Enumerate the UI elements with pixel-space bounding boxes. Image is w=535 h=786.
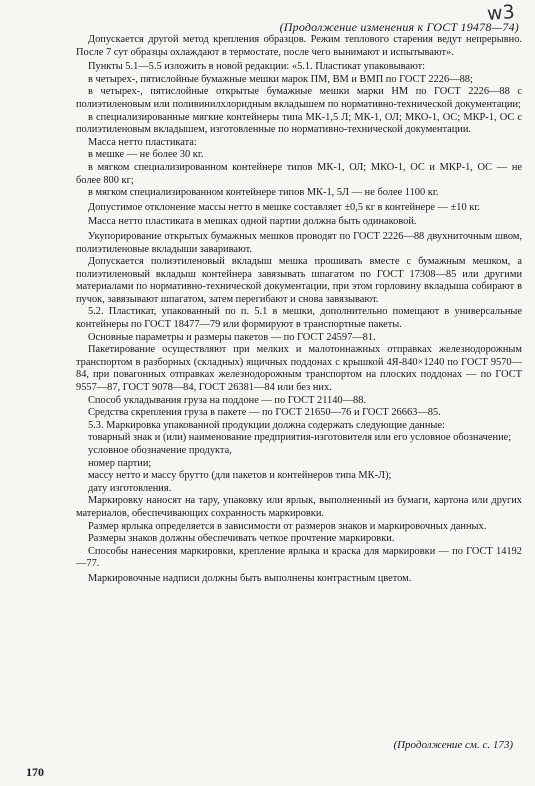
paragraph: Укупорирование открытых бумажных мешков проводят по ГОСТ 2226—88 двухниточным швом, полиэтиленовые вкладыши заваривают.	[76, 230, 522, 255]
paragraph: 5.2. Пластикат, упакованный по п. 5.1 в мешки, дополнительно помещают в универсальные контейнеры по ГОСТ 18477—79 или формируют в транспортные пакеты.	[76, 306, 522, 331]
page-number: 170	[26, 765, 44, 779]
paragraph: Пункты 5.1—5.5 изложить в новой редакции: «5.1. Пластикат упаковывают:	[88, 61, 426, 73]
paragraph: Масса нетто пластиката:	[88, 136, 197, 148]
paragraph: Способы нанесения маркировки, крепление ярлыка и краска для маркировки — по ГОСТ 14192—77.	[76, 545, 522, 570]
paragraph: Способ укладывания груза на поддоне — по ГОСТ 21140—88.	[88, 394, 366, 406]
paragraph: дату изготовления.	[88, 482, 172, 494]
paragraph: Допустимое отклонение массы нетто в мешке составляет ±0,5 кг в контейнере — ±10 кг.	[88, 201, 481, 213]
paragraph: 5.3. Маркировка упакованной продукции должна содержать следующие данные:	[88, 419, 445, 431]
paragraph: условное обозначение продукта,	[88, 445, 232, 456]
paragraph: в четырех-, пятислойные бумажные мешки марок ПМ, ВМ и ВМП по ГОСТ 2226—88;	[88, 73, 473, 85]
paragraph: Основные параметры и размеры пакетов — по ГОСТ 24597—81.	[88, 331, 376, 343]
paragraph: в мешке — не более 30 кг.	[88, 149, 204, 161]
paragraph: Пакетирование осуществляют при мелких и малотоннажных отправках железнодорожным транспортом в разборных (складных) ящичных поддонах с крышкой 4Я-840×1240 по ГОСТ 9570—84, при повагонных отправках железнодорожным транспортом на плоских поддонах — по ГОСТ 9557—87, ГОСТ 9078—84, ГОСТ 26381—84 или без них.	[76, 344, 522, 394]
paragraph: Средства скрепления груза в пакете — по ГОСТ 21650—76 и ГОСТ 26663—85.	[88, 407, 441, 419]
paragraph: Размер ярлыка определяется в зависимости от размеров знаков и маркировочных данных.	[88, 520, 487, 532]
document-body	[76, 34, 522, 586]
paragraph: в мягком специализированном контейнере типов МК-1, ОЛ; МКО-1, ОС и МКР-1, ОС — не более 800 кг;	[76, 161, 522, 186]
paragraph: Маркировочные надписи должны быть выполнены контрастным цветом.	[88, 572, 412, 584]
paragraph: Масса нетто пластиката в мешках одной партии должна быть одинаковой.	[88, 216, 417, 228]
handwritten-note: w3	[486, 1, 516, 25]
continuation-footer: (Продолжение см. с. 173)	[393, 739, 513, 751]
paragraph: Размеры знаков должны обеспечивать четкое прочтение маркировки.	[88, 533, 395, 545]
paragraph: Допускается полиэтиленовый вкладыш мешка прошивать вместе с бумажным мешком, а полиэтиленовый вкладыш контейнера завязывать шпагатом по ГОСТ 17308—85 или другими материалами по нормативно-технической документации, при этом горловину вкладыша собирают в пучок, завязывают шпагатом, затем перегибают и снова завязывают.	[76, 256, 522, 305]
paragraph: номер партии;	[88, 457, 152, 469]
paragraph: товарный знак и (или) наименование предприятия-изготовителя или его условное обозначение;	[88, 432, 512, 444]
continuation-header: (Продолжение изменения к ГОСТ 19478—74)	[279, 20, 519, 34]
paragraph: Маркировку наносят на тару, упаковку или ярлык, выполненный из бумаги, картона или других материалов, обеспечивающих сохранность маркировки.	[76, 495, 522, 519]
paragraph: в мягком специализированном контейнере типов МК-1, 5Л — не более 1100 кг.	[88, 187, 439, 199]
paragraph: в четырех-, пятислойные открытые бумажные мешки марки НМ по ГОСТ 2226—88 с полиэтиленовым или поливинилхлоридным вкладышем по нормативно-технической документации;	[76, 86, 522, 110]
paragraph: в специализированные мягкие контейнеры типа МК-1,5 Л; МК-1, ОЛ; МКО-1, ОС; МКР-1, ОС с полиэтиленовым вкладышем, изготовленные по нормативно-технической документации.	[76, 111, 522, 136]
paragraph: массу нетто и массу брутто (для пакетов и контейнеров типа МК-Л);	[88, 470, 392, 482]
paragraph: Допускается другой метод крепления образцов. Режим теплового старения ведут непрерывно. После 7 сут образцы охлаждают в термостате, после чего вынимают и испытывают».	[76, 34, 522, 58]
